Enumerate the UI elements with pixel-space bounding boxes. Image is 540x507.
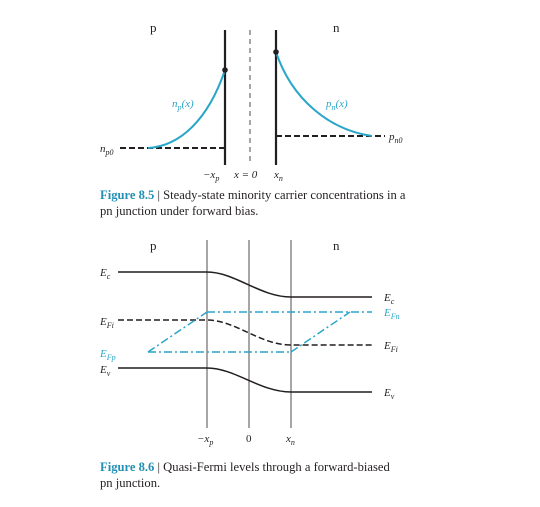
fig85-region-n: n	[333, 20, 340, 35]
figure-8-5-text: Steady-state minority carrier concentrations in a pn junction under forward bias.	[100, 188, 406, 218]
fig85-axis-origin: x = 0	[234, 169, 258, 181]
fig86-ev-left-label: $E_v$	[100, 364, 111, 378]
fig86-ev-right-label: $E_v$	[384, 387, 395, 401]
fig86-region-p: p	[150, 238, 157, 253]
fig85-np0-label: $n_{p0}$	[100, 143, 114, 157]
fig86-efn-ramp	[148, 312, 207, 352]
fig86-ev-band	[118, 368, 372, 392]
fig86-efi-right-label: $E_{Fi}$	[384, 340, 398, 354]
figure-8-5-caption	[100, 187, 410, 219]
figure-8-5-separator: |	[154, 188, 164, 202]
figure-8-6-caption	[100, 459, 400, 491]
fig86-ec-right-label: $E_c$	[384, 292, 395, 306]
figure-8-6-number: Figure 8.6	[100, 460, 155, 474]
fig86-axis-origin: 0	[246, 433, 252, 445]
fig86-region-n: n	[333, 238, 340, 253]
fig85-pn-curve	[276, 52, 372, 136]
figure-8-6-diagram	[99, 238, 400, 447]
fig86-axis-xn: $x_n$	[286, 433, 295, 447]
fig85-region-p: p	[150, 20, 157, 35]
fig86-efi-left-label: $E_{Fi}$	[100, 316, 114, 330]
fig86-efn-label: $E_{Fn}$	[384, 307, 400, 321]
fig85-np-boundary-dot	[222, 67, 228, 73]
figure-8-6-text: Quasi-Fermi levels through a forward-biased pn junction.	[100, 460, 390, 490]
fig85-axis-xn: $x_n$	[274, 169, 283, 183]
fig86-efp-ramp	[291, 312, 350, 352]
fig85-axis-xp: $-x_p$	[203, 169, 220, 183]
fig85-pn-label: $p_n(x)$	[326, 98, 348, 112]
fig86-ec-band	[118, 272, 372, 297]
fig86-axis-xp: $-x_p$	[197, 433, 214, 447]
figure-8-6-separator: |	[154, 460, 164, 474]
fig85-np-label: $n_p(x)$	[172, 98, 194, 112]
figure-8-5-diagram	[100, 20, 403, 183]
fig86-ec-left-label: $E_c$	[100, 267, 111, 281]
figure-8-5-number: Figure 8.5	[100, 188, 155, 202]
fig86-efp-label: $E_{Fp}$	[100, 348, 116, 362]
fig85-pn0-label: $p_{n0}$	[389, 131, 403, 145]
fig85-pn-boundary-dot	[273, 49, 279, 55]
